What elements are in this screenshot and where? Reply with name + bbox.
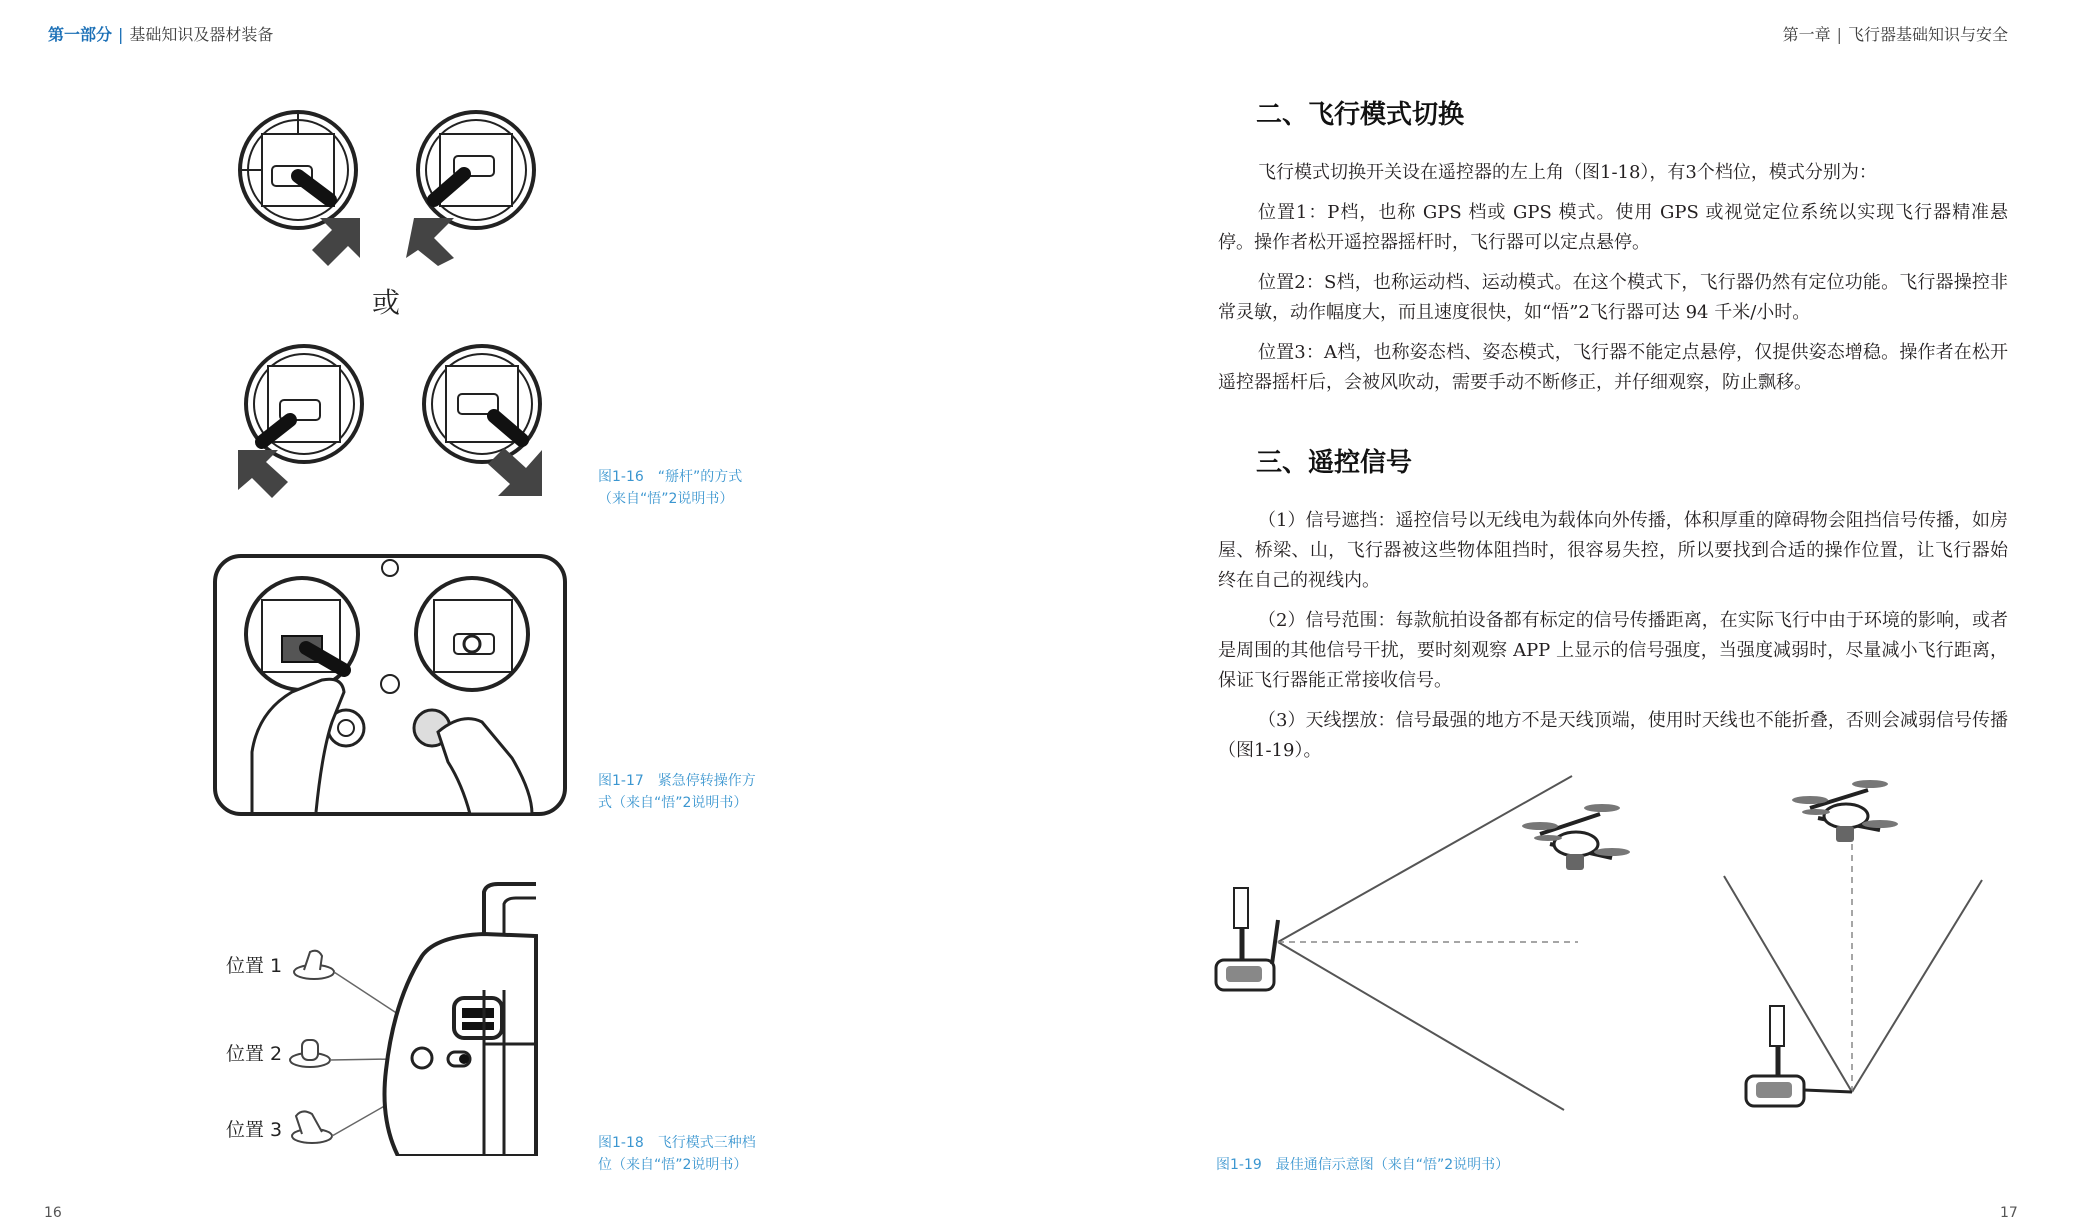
figure-caption-1-19: 图1-19 最佳通信示意图（来自“悟”2说明书） — [1216, 1157, 1510, 1173]
figure-caption-1-17: 图1-17 紧急停转操作方 式（来自“悟”2说明书） — [598, 773, 756, 811]
paragraph: 飞行模式切换开关设在遥控器的左上角（图1-18），有3个档位，模式分别为： — [1258, 162, 1877, 183]
position-2-label: 位置 2 — [226, 1043, 283, 1065]
flight-mode-switch-illustration — [222, 880, 572, 1156]
header-separator: | — [1836, 25, 1842, 44]
stick-diagram-bottom-right — [424, 346, 542, 496]
position-3-label: 位置 3 — [226, 1119, 283, 1141]
figure-caption-1-18: 图1-18 飞行模式三种档 位（来自“悟”2说明书） — [598, 1135, 756, 1173]
stick-method-illustration — [232, 104, 572, 504]
position-1-label: 位置 1 — [226, 955, 283, 977]
section-title-signal: 三、遥控信号 — [1256, 448, 1413, 478]
running-header-right — [1783, 22, 2008, 45]
paragraph: 位置3：A档，也称姿态档、姿态模式，飞行器不能定点悬停，仅提供姿态增稳。操作者在松开遥控器摇杆后，会被风吹动，需要手动不断修正，并仔细观察，防止飘移。 — [1218, 342, 2008, 393]
horizontal-signal-scene — [1216, 776, 1630, 1110]
figure-caption-1-16: 图1-16 “掰杆”的方式 （来自“悟”2说明书） — [598, 469, 743, 507]
paragraph: 位置2：S档，也称运动档、运动模式。在这个模式下，飞行器仍然有定位功能。飞行器操控非常灵敏，动作幅度大，而且速度很快，如“悟”2飞行器可达 94 千米/小时。 — [1218, 272, 2008, 323]
part-title: 基础知识及器材装备 — [129, 25, 274, 44]
paragraph: 位置1：P档，也称 GPS 档或 GPS 模式。使用 GPS 或视觉定位系统以实现飞行器精准悬停。操作者松开遥控器摇杆时，飞行器可以定点悬停。 — [1218, 202, 2008, 253]
stick-diagram-top-left — [240, 112, 360, 266]
vertical-signal-scene — [1724, 780, 1982, 1106]
or-label: 或 — [372, 286, 401, 319]
page-number-left: 16 — [44, 1205, 62, 1221]
header-separator: | — [118, 25, 124, 44]
chapter-title: 飞行器基础知识与安全 — [1847, 25, 2008, 44]
paragraph: （2）信号范围：每款航拍设备都有标定的信号传播距离，在实际飞行中由于环境的影响，或者是周围的其他信号干扰，要时刻观察 APP 上显示的信号强度，当强度减弱时，尽量减小飞行距离，保证飞行器能正常接收信号。 — [1218, 610, 2008, 691]
part-label: 第一部分 — [48, 25, 113, 44]
paragraph: （1）信号遮挡：遥控信号以无线电为载体向外传播，体积厚重的障碍物会阻挡信号传播，如房屋、桥梁、山，飞行器被这些物体阻挡时，很容易失控，所以要找到合适的操作位置，让飞行器始终在自己的视线内。 — [1218, 510, 2008, 591]
stick-diagram-top-right — [406, 112, 534, 266]
drone-icon — [1792, 780, 1898, 842]
drone-icon — [1522, 804, 1630, 870]
stick-diagram-bottom-left — [238, 346, 362, 498]
running-header-left — [48, 22, 273, 45]
chapter-label: 第一章 — [1782, 25, 1831, 44]
signal-propagation-illustration — [1212, 770, 2012, 1150]
emergency-stop-illustration — [212, 552, 572, 820]
section-title-flight-mode: 二、飞行模式切换 — [1256, 100, 1465, 130]
page-number-right: 17 — [2000, 1205, 2018, 1221]
paragraph: （3）天线摆放：信号最强的地方不是天线顶端，使用时天线也不能折叠，否则会减弱信号传播（图1-19）。 — [1218, 710, 2008, 761]
